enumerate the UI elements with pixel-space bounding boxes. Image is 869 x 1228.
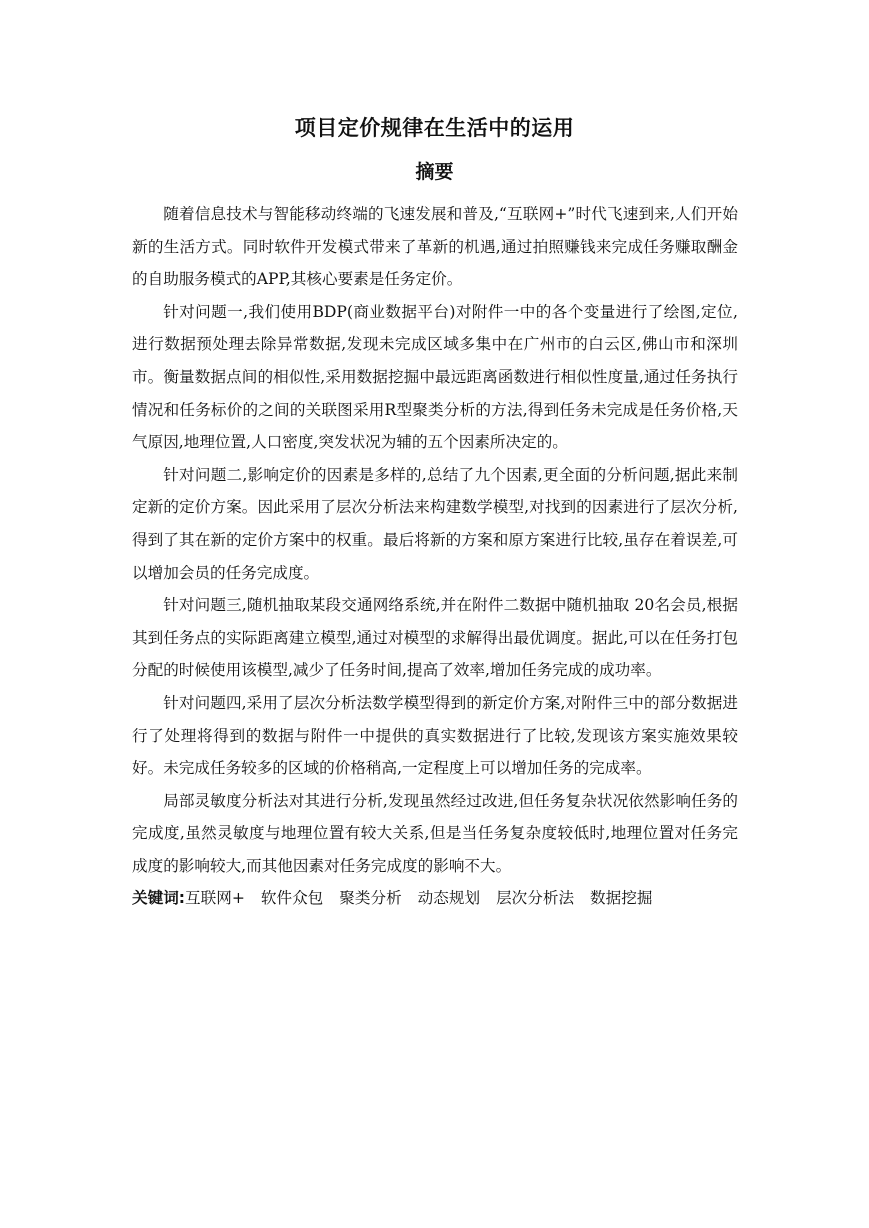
keyword-item: 层次分析法 bbox=[496, 889, 575, 908]
abstract-paragraph-problem-3: 针对问题三,随机抽取某段交通网络系统,并在附件二数据中随机抽取 20名会员,根据其到任务点的实际距离建立模型,通过对模型的求解得出最优调度。据此,可以在任务打包分配的时候使用该模型,减少了任务时间,提高了效率,增加任务完成的成功率。 bbox=[132, 596, 738, 680]
keyword-item: 聚类分析 bbox=[339, 889, 402, 908]
paper-title: 项目定价规律在生活中的运用 bbox=[294, 116, 575, 140]
keyword-item: 软件众包 bbox=[260, 889, 324, 908]
abstract-body bbox=[132, 198, 738, 915]
abstract-paragraph-problem-4: 针对问题四,采用了层次分析法数学模型得到的新定价方案,对附件三中的部分数据进行了处理将得到的数据与附件一中提供的真实数据进行了比较,发现该方案实施效果较好。未完成任务较多的区域的价格稍高,一定程度上可以增加任务的完成率。 bbox=[132, 693, 738, 778]
keyword-item: 动态规划 bbox=[417, 889, 481, 908]
keywords-label: 关键词: bbox=[132, 889, 186, 908]
abstract-paragraph-problem-2: 针对问题二,影响定价的因素是多样的,总结了九个因素,更全面的分析问题,据此来制定新的定价方案。因此采用了层次分析法来构建数学模型,对找到的因素进行了层次分析,得到了其在新的定价方案中的权重。最后将新的方案和原方案进行比较,虽存在着误差,可以增加会员的任务完成度。 bbox=[132, 465, 738, 582]
abstract-paragraph-intro: 随着信息技术与智能移动终端的飞速发展和普及,“互联网+”时代飞速到来,人们开始新的生活方式。同时软件开发模式带来了革新的机遇,通过拍照赚钱来完成任务赚取酬金的自助服务模式的APP,其核心要素是任务定价。 bbox=[132, 205, 738, 289]
abstract-heading: 摘要 bbox=[415, 161, 454, 183]
abstract-paragraph-sensitivity: 局部灵敏度分析法对其进行分析,发现虽然经过改进,但任务复杂状况依然影响任务的完成度,虽然灵敏度与地理位置有较大关系,但是当任务复杂度较低时,地理位置对任务完成度的影响较大,而其他因素对任务完成度的影响不大。 bbox=[132, 791, 738, 875]
keyword-item: 数据挖掘 bbox=[590, 889, 653, 908]
abstract-paragraph-problem-1: 针对问题一,我们使用BDP(商业数据平台)对附件一中的各个变量进行了绘图,定位,进行数据预处理去除异常数据,发现未完成区域多集中在广州市的白云区,佛山市和深圳市。衡量数据点间的相似性,采用数据挖掘中最远距离函数进行相似性度量,通过任务执行情况和任务标价的之间的关联图采用R型聚类分析的方法,得到任务未完成是任务价格,天气原因,地理位置,人口密度,突发状况为辅的五个因素所决定的。 bbox=[132, 302, 738, 452]
keyword-item: 互联网+ bbox=[185, 889, 245, 908]
keywords-line bbox=[132, 882, 738, 915]
